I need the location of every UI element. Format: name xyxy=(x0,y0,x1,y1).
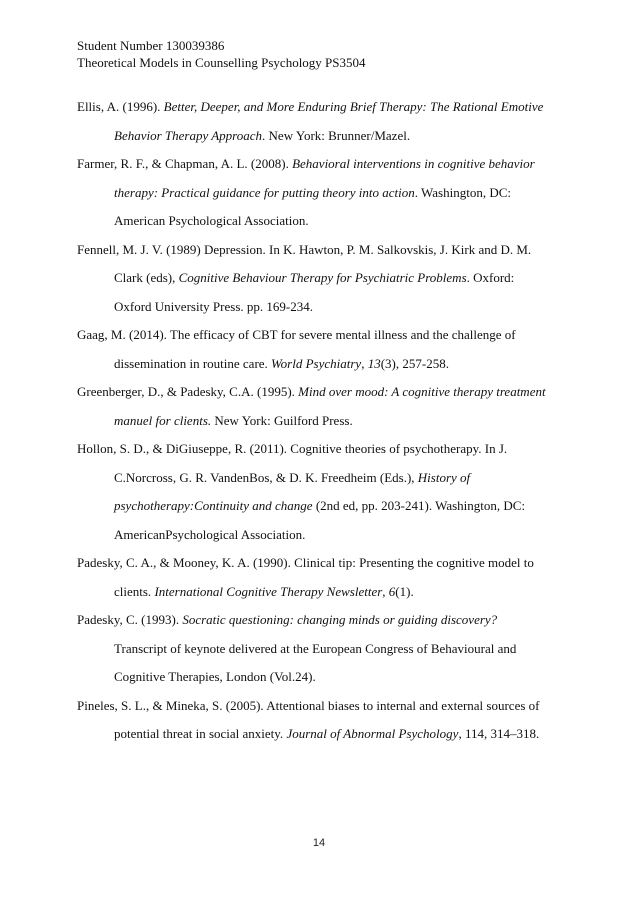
italic-text: Behavioral interventions in cognitive behavior xyxy=(292,156,535,171)
italic-text: psychotherapy:Continuity and change xyxy=(114,498,313,513)
reference-line xyxy=(77,578,552,607)
reference-line xyxy=(77,236,552,265)
italic-text: 13 xyxy=(367,355,381,371)
reference-text: , 114, 314–318. xyxy=(458,726,540,741)
reference-text: Fennell, M. J. V. (1989) Depression. In K. Hawton, P. M. Salkovskis, J. Kirk and D. M. xyxy=(77,241,532,257)
reference-line xyxy=(77,378,552,407)
reference-line xyxy=(77,635,552,664)
reference-line xyxy=(77,663,552,692)
italic-text: manuel for clients. xyxy=(114,412,212,428)
reference-entry xyxy=(77,606,552,692)
reference-text: AmericanPsychological Association. xyxy=(114,526,306,542)
reference-line xyxy=(77,321,552,350)
reference-text: . New York: Brunner/Mazel. xyxy=(262,127,411,143)
italic-text: World Psychiatry xyxy=(271,355,362,371)
reference-line xyxy=(77,407,552,436)
reference-text: clients. xyxy=(114,583,155,599)
reference-line xyxy=(77,122,552,151)
italic-text: Mind over mood: A cognitive therapy treatment xyxy=(298,384,546,399)
reference-line xyxy=(77,521,552,550)
reference-line xyxy=(77,464,552,493)
reference-line xyxy=(77,435,552,464)
reference-text: Greenberger, D., & Padesky, C.A. (1995). xyxy=(77,384,299,399)
reference-text: Oxford University Press. pp. 169-234. xyxy=(114,298,313,314)
reference-line xyxy=(77,692,552,721)
reference-text: Cognitive Therapies, London (Vol.24). xyxy=(114,669,316,684)
student-number: Student Number 130039386 xyxy=(77,38,225,53)
reference-text: Ellis, A. (1996). xyxy=(77,99,164,114)
reference-entry xyxy=(77,692,552,749)
italic-text: International Cognitive Therapy Newsletter xyxy=(154,583,383,599)
reference-line xyxy=(77,293,552,322)
reference-text: (3), 257-258. xyxy=(380,355,449,371)
reference-text: Hollon, S. D., & DiGiuseppe, R. (2011). Cognitive theories of psychotherapy. In J. xyxy=(77,441,508,456)
reference-text: Pineles, S. L., & Mineka, S. (2005). Attentional biases to internal and external sources of xyxy=(77,697,540,713)
italic-text: Better, Deeper, and More Enduring Brief Therapy: The Rational Emotive xyxy=(163,99,544,114)
reference-line xyxy=(77,350,552,379)
page-header xyxy=(77,37,366,71)
reference-text: . Washington, DC: xyxy=(414,184,511,200)
reference-entry xyxy=(77,435,552,549)
reference-entry xyxy=(77,378,552,435)
italic-text: History of xyxy=(417,469,471,485)
reference-text: C.Norcross, G. R. VandenBos, & D. K. Freedheim (Eds.), xyxy=(114,469,418,485)
reference-line xyxy=(77,606,552,635)
reference-text: American Psychological Association. xyxy=(114,213,309,228)
reference-entry xyxy=(77,236,552,322)
reference-text: New York: Guilford Press. xyxy=(211,412,353,428)
reference-text: Padesky, C. A., & Mooney, K. A. (1990). Clinical tip: Presenting the cognitive model to xyxy=(77,555,534,570)
reference-text: Gaag, M. (2014). The efficacy of CBT for severe mental illness and the challenge of xyxy=(77,327,516,342)
page-number: 14 xyxy=(312,837,326,849)
reference-text: Farmer, R. F., & Chapman, A. L. (2008). xyxy=(77,156,293,171)
course-title: Theoretical Models in Counselling Psychology PS3504 xyxy=(77,55,366,70)
italic-text: Journal of Abnormal Psychology xyxy=(286,726,459,741)
italic-text: Cognitive Behaviour Therapy for Psychiatric Problems xyxy=(178,270,467,285)
reference-text: Clark (eds), xyxy=(114,270,179,285)
italic-text: Behavior Therapy Approach xyxy=(114,127,263,143)
reference-line xyxy=(77,93,552,122)
reference-text: (1). xyxy=(395,583,414,599)
reference-line xyxy=(77,264,552,293)
reference-text: (2nd ed, pp. 203-241). Washington, DC: xyxy=(312,498,526,513)
reference-text: Transcript of keynote delivered at the European Congress of Behavioural and xyxy=(114,640,517,656)
reference-entry xyxy=(77,321,552,378)
reference-text: . Oxford: xyxy=(466,270,515,285)
reference-text: , xyxy=(361,355,368,371)
reference-text: Padesky, C. (1993). xyxy=(77,612,183,627)
reference-line xyxy=(77,720,552,749)
reference-list xyxy=(77,93,552,749)
reference-line xyxy=(77,492,552,521)
reference-text: , xyxy=(382,583,389,599)
italic-text: therapy: Practical guidance for putting theory into action xyxy=(114,184,415,200)
reference-line xyxy=(77,150,552,179)
reference-entry xyxy=(77,93,552,150)
reference-line xyxy=(77,179,552,208)
italic-text: Socratic questioning: changing minds or guiding discovery? xyxy=(182,612,498,627)
reference-line xyxy=(77,207,552,236)
reference-text: dissemination in routine care. xyxy=(114,355,272,371)
reference-entry xyxy=(77,150,552,236)
italic-text: 6 xyxy=(388,583,396,599)
reference-entry xyxy=(77,549,552,606)
reference-text: potential threat in social anxiety. xyxy=(114,726,287,741)
reference-line xyxy=(77,549,552,578)
